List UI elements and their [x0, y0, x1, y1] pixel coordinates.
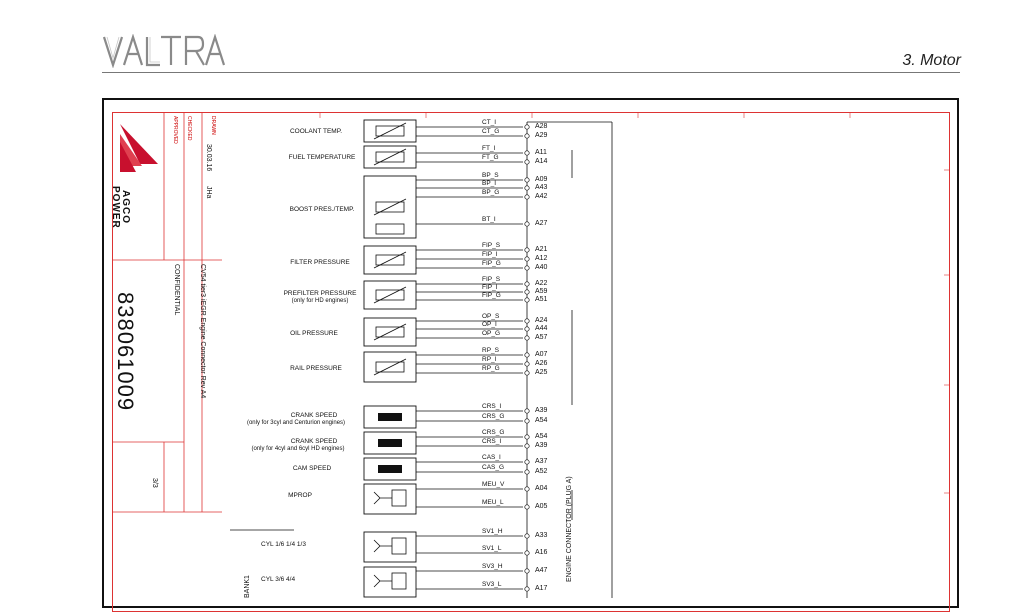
- pin-terminal: [525, 319, 529, 323]
- pin-terminal: [525, 160, 529, 164]
- pin-terminal: [525, 327, 529, 331]
- signal-name: CT_I: [482, 119, 497, 126]
- pin-id: A29: [535, 132, 548, 139]
- signal-name: FIP_I: [482, 251, 498, 258]
- company-subname: POWER: [110, 186, 121, 229]
- pin-terminal: [525, 222, 529, 226]
- valve-symbol: [374, 540, 392, 552]
- pin-id: A44: [535, 325, 548, 332]
- pin-id: A59: [535, 288, 548, 295]
- pin-terminal: [525, 569, 529, 573]
- signal-name: SV1_H: [482, 528, 503, 535]
- pin-id: A54: [535, 417, 548, 424]
- signal-name: SV1_L: [482, 545, 502, 552]
- injector-box: [364, 532, 416, 562]
- pin-terminal: [525, 435, 529, 439]
- sensor-sublabel: (only for 3cyl and Centurion engines): [246, 420, 346, 426]
- confidential-label: CONFIDENTIAL: [173, 264, 180, 316]
- approved-label: APPROVED: [172, 116, 178, 144]
- signal-name: MEU_L: [482, 499, 504, 506]
- signal-name: FIP_S: [482, 276, 501, 283]
- signal-name: CAS_G: [482, 464, 505, 471]
- sensor-label: COOLANT TEMP.: [289, 128, 343, 135]
- signal-name: FIP_S: [482, 242, 501, 249]
- sensor-label: CAM SPEED: [292, 465, 332, 472]
- signal-name: SV3_H: [482, 563, 503, 570]
- signal-name: CAS_I: [482, 454, 501, 461]
- pin-terminal: [525, 248, 529, 252]
- variable-arrow: [374, 123, 406, 139]
- signal-name: MEU_V: [482, 481, 505, 488]
- bank-label: BANK1: [244, 575, 251, 598]
- pin-terminal: [525, 444, 529, 448]
- pin-terminal: [525, 505, 529, 509]
- sensor-label: MPROP: [288, 492, 312, 499]
- pin-terminal: [525, 487, 529, 491]
- variable-arrow: [374, 287, 406, 303]
- connector-label: ENGINE CONNECTOR (PLUG A): [566, 476, 573, 582]
- coil-symbol: [392, 490, 406, 506]
- pin-terminal: [525, 298, 529, 302]
- sensor-label: OIL PRESSURE: [290, 330, 338, 337]
- pin-terminal: [525, 336, 529, 340]
- drawn-date: 30.03.16: [205, 144, 212, 172]
- pin-id: A21: [535, 246, 548, 253]
- pin-id: A22: [535, 280, 548, 287]
- signal-name: FIP_G: [482, 260, 501, 267]
- pin-terminal: [525, 587, 529, 591]
- variable-arrow: [374, 149, 406, 165]
- sensor-label: CRANK SPEED: [290, 438, 338, 445]
- drawn-label: DRAWN: [210, 116, 216, 135]
- resistor-symbol: [376, 224, 404, 234]
- pin-terminal: [525, 290, 529, 294]
- pin-id: A16: [535, 549, 548, 556]
- pin-id: A54: [535, 433, 548, 440]
- signal-name: BP_I: [482, 180, 497, 187]
- pin-id: A39: [535, 442, 548, 449]
- pin-id: A47: [535, 567, 548, 574]
- pin-id: A33: [535, 532, 548, 539]
- pin-id: A51: [535, 296, 548, 303]
- injector-label: CYL 1/6 1/4 1/3: [261, 541, 306, 548]
- sensor-label: RAIL PRESSURE: [290, 365, 342, 372]
- signal-name: FT_G: [482, 154, 499, 161]
- pin-terminal: [525, 266, 529, 270]
- pin-terminal: [525, 195, 529, 199]
- document-title: CV54 tier3 iEGR Engine Connector Rev A4: [199, 264, 206, 399]
- injector-label: CYL 3/6 4/4: [261, 576, 296, 583]
- pin-terminal: [525, 409, 529, 413]
- pin-id: A17: [535, 585, 548, 592]
- pin-id: A39: [535, 407, 548, 414]
- pin-terminal: [525, 353, 529, 357]
- pin-id: A27: [535, 220, 548, 227]
- pin-id: A28: [535, 123, 548, 130]
- company-name: AGCO: [120, 190, 131, 224]
- signal-name: BP_S: [482, 172, 499, 179]
- pin-id: A26: [535, 360, 548, 367]
- pin-id: A52: [535, 468, 548, 475]
- speed-sensor-core: [378, 465, 402, 473]
- valve-symbol: [374, 492, 392, 504]
- sensor-label: PREFILTER PRESSURE: [283, 290, 357, 297]
- signal-name: BT_I: [482, 216, 496, 223]
- signal-name: OP_S: [482, 313, 500, 320]
- signal-name: RP_G: [482, 365, 500, 372]
- pin-id: A24: [535, 317, 548, 324]
- pin-id: A43: [535, 184, 548, 191]
- sensor-sublabel: (only for 4cyl and 6cyl HD engines): [251, 446, 345, 452]
- variable-arrow: [374, 359, 406, 375]
- sensor-label: BOOST PRES./TEMP.: [289, 206, 355, 213]
- pin-terminal: [525, 371, 529, 375]
- signal-name: CRS_I: [482, 438, 502, 445]
- coil-symbol: [392, 538, 406, 554]
- signal-name: CRS_G: [482, 429, 505, 436]
- signal-name: CRS_G: [482, 413, 505, 420]
- signal-name: BP_G: [482, 189, 500, 196]
- pin-id: A42: [535, 193, 548, 200]
- pin-terminal: [525, 282, 529, 286]
- pin-terminal: [525, 470, 529, 474]
- pin-id: A12: [535, 255, 548, 262]
- sensor-label: FUEL TEMPERATURE: [288, 154, 356, 161]
- pin-id: A25: [535, 369, 548, 376]
- pin-terminal: [525, 362, 529, 366]
- signal-name: CRS_I: [482, 403, 502, 410]
- pin-id: A07: [535, 351, 548, 358]
- variable-arrow: [374, 324, 406, 340]
- pin-terminal: [525, 134, 529, 138]
- pin-id: A04: [535, 485, 548, 492]
- pin-terminal: [525, 186, 529, 190]
- section-title: 3. Motor: [902, 52, 961, 69]
- signal-name: OP_I: [482, 321, 497, 328]
- variable-arrow: [374, 199, 406, 215]
- sheet-number: 3/3: [151, 478, 158, 488]
- valve-symbol: [374, 575, 392, 587]
- pin-id: A40: [535, 264, 548, 271]
- speed-sensor-core: [378, 439, 402, 447]
- pin-terminal: [525, 551, 529, 555]
- coil-symbol: [392, 573, 406, 589]
- pin-id: A05: [535, 503, 548, 510]
- pin-terminal: [525, 125, 529, 129]
- sensor-label: FILTER PRESSURE: [290, 259, 350, 266]
- pin-terminal: [525, 151, 529, 155]
- pin-terminal: [525, 460, 529, 464]
- checked-label: CHECKED: [186, 116, 192, 141]
- pin-terminal: [525, 178, 529, 182]
- pin-id: A14: [535, 158, 548, 165]
- signal-name: FIP_I: [482, 284, 498, 291]
- variable-arrow: [374, 252, 406, 268]
- sensor-label: CRANK SPEED: [290, 412, 338, 419]
- drawing-number: 838061009: [113, 292, 138, 412]
- injector-box: [364, 567, 416, 597]
- sensor-box: [364, 484, 416, 514]
- pin-id: A37: [535, 458, 548, 465]
- signal-name: SV3_L: [482, 581, 502, 588]
- signal-name: FT_I: [482, 145, 496, 152]
- pin-terminal: [525, 534, 529, 538]
- pin-terminal: [525, 257, 529, 261]
- pin-terminal: [525, 419, 529, 423]
- pin-id: A09: [535, 176, 548, 183]
- signal-name: CT_G: [482, 128, 500, 135]
- signal-name: RP_S: [482, 347, 499, 354]
- speed-sensor-core: [378, 413, 402, 421]
- drawn-initials: JHa: [205, 186, 212, 199]
- signal-name: RP_I: [482, 356, 497, 363]
- pin-id: A57: [535, 334, 548, 341]
- sensor-sublabel: (only for HD engines): [291, 298, 349, 304]
- signal-name: FIP_G: [482, 292, 501, 299]
- pin-id: A11: [535, 149, 547, 156]
- signal-name: OP_G: [482, 330, 501, 337]
